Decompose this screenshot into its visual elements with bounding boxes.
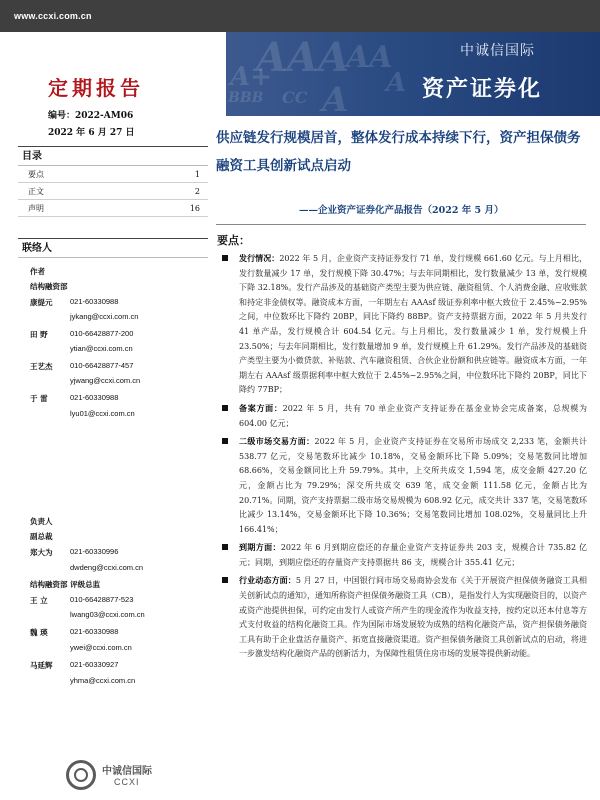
banner-bg-text: A [322, 80, 349, 116]
toc [18, 146, 208, 217]
contact-name: 于 雷 [30, 394, 48, 403]
top-bar [0, 0, 600, 32]
report-number: 编号：2022-AM06 [48, 111, 134, 121]
contact-name: 王艺杰 [30, 362, 53, 371]
toc-item[interactable] [18, 166, 208, 183]
key-point-text: 2022 年 5 月，企业资产支持证券发行 71 单，发行规模 661.60 亿元。与上月相比，发行数量减少 17 单，发行规模下降 30.47%；与去年同期相比，发行数量减少 13 单，发行规模下降 32.18%。发行产品涉及的基础资产类型主要为供应链、融资租赁、个人消费金融、应收账款和持定非金债权等。融资成本方面，一年期左右 AAAsf 级证券利率中枢大致位于 2.45%~2.95%之间，中位数环比下降约 20BP，同比下降约 88BP。资产支持票据方面，2022 年 5 月共发行 41 单产品，发行规模合计 604.54 亿元。与上月相比，发行数量减少 1 单，发行规模上升 23.50%；与去年同期相比，发行数量增加 9 单，发行规模上升 61.29%。发行产品涉及的基础资产类型主要为小微贷款、补贴款、汽车融资租赁、合伙企业份额和供应链等。融资成本方面，一年期左右 AAAsf 级票据利率中枢大致位于 2.45%~2.95%之间，中位数环比下降约 20BP，同比下降约 77BP； [239, 254, 588, 395]
bullet-square-icon [222, 438, 228, 444]
contact-email[interactable]: yjwang@ccxi.com.cn [70, 376, 141, 385]
key-point [221, 573, 587, 662]
divider [216, 224, 586, 225]
key-points-title: 要点： [217, 234, 250, 247]
key-point [221, 540, 587, 570]
contact-email[interactable]: lyu01@ccxi.com.cn [70, 409, 135, 418]
contact-name: 王 立 [30, 596, 48, 605]
deputy-label: 副总裁 [30, 532, 53, 541]
key-point-label: 行业动态方面： [239, 575, 296, 586]
banner-bg-text: BBB [228, 90, 264, 106]
report-heading: 供应链发行规模居首，整体发行成本持续下行，资产担保债务融资工具创新试点启动 [216, 130, 581, 174]
authors-label: 作者 [30, 267, 45, 276]
contact-phone: 010-66428877-523 [70, 595, 134, 604]
dept-label: 结构融资部 评级总监 [30, 580, 101, 589]
contacts-title: 联络人 [18, 238, 208, 258]
key-point-text: 2022 年 5 月，共有 70 单企业资产支持证券在基金业协会完成备案，总规模为 604.00 亿元； [239, 403, 587, 428]
toc-item-page: 2 [194, 187, 200, 196]
report-subheading: ——企业资产证券化产品报告（2022 年 5 月） [299, 205, 504, 216]
contact-email[interactable]: ywei@ccxi.com.cn [70, 643, 132, 652]
key-points-list [221, 251, 587, 662]
logo-text-cn: 中诚信国际 [102, 766, 152, 777]
contact-phone: 021-60330988 [70, 627, 119, 636]
key-point-text: 5 月 27 日，中国银行间市场交易商协会发布《关于开展资产担保债务融资工具相关创新试点的通知》，通知所称资产担保债务融资工具（CB），是指发行人为实现融资目的，以资产或资产池提供担保，可约定由发行人或资产所产生的现金流作为收益支持，按约定以还本付息等方式支付收益的结构化融资工具。作为国际市场发展较为成熟的结构化融资产品，资产担保债务融资工具有助于企业盘活存量资产、拓宽直接融资渠道。资产担保债务融资工具创新试点的启动，将进一步激发结构化融资产品的创新活力，为保障性租赁住房市场的发展等提供新动能。 [239, 576, 587, 659]
logo-text-en: CCXI [114, 777, 140, 787]
contact-phone: 021-60330996 [70, 547, 119, 556]
toc-item-label: 声明 [28, 204, 44, 213]
banner-bg-text: AA [346, 40, 393, 75]
banner-bg-text: AAA [256, 34, 350, 81]
contact-name: 康缇元 [30, 298, 53, 307]
banner-bg-text: CC [282, 88, 308, 107]
bullet-square-icon [222, 577, 228, 583]
contact-phone: 010-66428877-457 [70, 361, 134, 370]
report-type: 定期报告 [48, 76, 144, 100]
logo-inner-ring-icon [74, 768, 88, 782]
key-point-text: 2022 年 5 月，企业资产支持证券在交易所市场成交 2,233 笔，金额共计 538.77 亿元，交易笔数环比减少 10.18%，交易金额环比下降 5.09%；交易笔数同比增加 68.66%，交易金额同比上升 59.79%。其中，上交所共成交 1,594 笔，成交金额 427.20 亿元，金额占比为 79.29%；深交所共成交 639 笔，成交金额 111.58 亿元，金额占比为 20.71%。同期，资产支持票据二级市场交易规模为 608.92 亿元，成交共计 337 笔，交易笔数环比减少 13.14%，交易金额环比下降 10.36%；交易笔数同比增加 108.02%，交易量同比上升 166.41%； [239, 437, 587, 534]
bullet-square-icon [222, 405, 228, 411]
key-point-text: 2022 年 6 月到期应偿还的存量企业资产支持证券共 203 支，规模合计 735.82 亿元；同期，到期应偿还的存量资产支持票据共 86 支，规模合计 355.41 亿元； [239, 543, 587, 567]
key-point-label: 备案方面： [239, 402, 283, 413]
toc-item[interactable] [18, 183, 208, 200]
toc-item-page: 1 [194, 170, 200, 179]
toc-item-label: 要点 [28, 170, 44, 179]
key-point-label: 到期方面： [239, 542, 281, 553]
bullet-square-icon [222, 255, 228, 261]
contact-email[interactable]: ytian@ccxi.com.cn [70, 344, 133, 353]
banner-bg-text: A+ [230, 62, 272, 92]
report-date: 2022 年 6 月 27 日 [48, 128, 135, 138]
contact-email[interactable]: dwdeng@ccxi.com.cn [70, 563, 144, 572]
toc-item-page: 16 [189, 204, 200, 213]
key-point-label: 发行情况： [239, 253, 280, 263]
contact-name: 马延辉 [30, 661, 53, 670]
toc-title: 目录 [18, 146, 208, 166]
toc-item[interactable] [18, 200, 208, 217]
key-point [221, 401, 587, 431]
contact-email[interactable]: lwang03@ccxi.com.cn [70, 610, 145, 619]
contact-phone: 021-60330988 [70, 297, 119, 306]
contact-name: 田 野 [30, 330, 48, 339]
banner-bg-text: A [386, 68, 407, 98]
site-url: www.ccxi.com.cn [14, 11, 92, 21]
dept-label: 结构融资部 [30, 282, 68, 291]
contacts-section [18, 238, 208, 258]
contact-phone: 010-66428877-200 [70, 329, 134, 338]
banner [226, 32, 600, 116]
toc-item-label: 正文 [28, 187, 44, 196]
banner-brand: 中诚信国际 [460, 43, 535, 59]
contact-name: 魏 瑛 [30, 628, 48, 637]
banner-title: 资产证券化 [422, 76, 543, 102]
key-point [221, 434, 587, 537]
contact-phone: 021-60330988 [70, 393, 119, 402]
contact-name: 郑大为 [30, 548, 53, 557]
bullet-square-icon [222, 544, 228, 550]
key-point [221, 251, 587, 398]
contact-email[interactable]: yhma@ccxi.com.cn [70, 676, 136, 685]
key-point-label: 二级市场交易方面： [239, 436, 315, 447]
contact-email[interactable]: jykang@ccxi.com.cn [70, 312, 139, 321]
contact-phone: 021-60330927 [70, 660, 119, 669]
leaders-label: 负责人 [30, 517, 53, 526]
